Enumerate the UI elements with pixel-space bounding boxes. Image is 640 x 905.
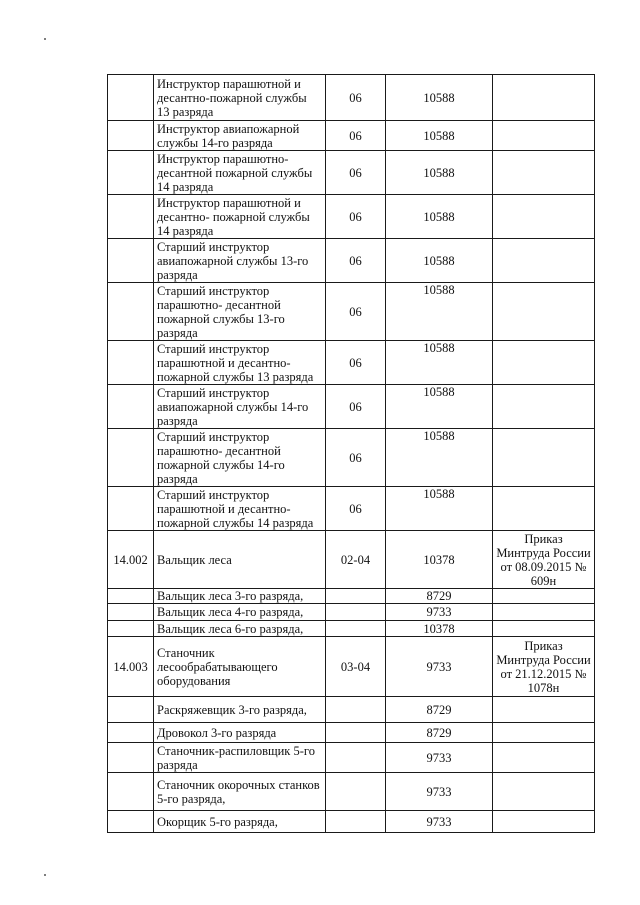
code-cell: [108, 341, 154, 385]
table-row: [108, 589, 595, 604]
qualification-level-cell: 03-04: [326, 637, 386, 697]
occupation-name-cell: Старший инструктор парашютно- десантной пожарной службы 14-го разряда: [154, 429, 326, 487]
code-cell: [108, 604, 154, 621]
salary-cell: 10588: [386, 385, 493, 429]
basis-cell: [493, 151, 595, 195]
basis-cell: [493, 429, 595, 487]
salary-cell: 9733: [386, 773, 493, 811]
basis-cell: [493, 75, 595, 121]
salary-cell: 10588: [386, 75, 493, 121]
table-row: [108, 195, 595, 239]
occupation-name-cell: Раскряжевщик 3-го разряда,: [154, 697, 326, 723]
occupation-name-cell: Старший инструктор парашютной и десантно-пожарной службы 13 разряда: [154, 341, 326, 385]
table-row: [108, 341, 595, 385]
code-cell: [108, 121, 154, 151]
occupation-name-cell: Дровокол 3-го разряда: [154, 723, 326, 743]
table-row: [108, 531, 595, 589]
occupation-name-cell: Старший инструктор авиапожарной службы 13-го разряда: [154, 239, 326, 283]
code-cell: [108, 385, 154, 429]
salary-cell: 10588: [386, 487, 493, 531]
code-cell: [108, 773, 154, 811]
qualification-level-cell: 06: [326, 487, 386, 531]
qualification-level-cell: 06: [326, 341, 386, 385]
code-cell: 14.003: [108, 637, 154, 697]
salary-cell: 9733: [386, 743, 493, 773]
basis-cell: [493, 195, 595, 239]
qualification-level-cell: [326, 621, 386, 637]
table-row: [108, 621, 595, 637]
occupation-name-cell: Старший инструктор парашютной и десантно-пожарной службы 14 разряда: [154, 487, 326, 531]
scan-speck: [44, 874, 46, 876]
basis-cell: [493, 697, 595, 723]
scan-speck: [44, 38, 46, 40]
code-cell: [108, 743, 154, 773]
basis-cell: [493, 385, 595, 429]
table-row: [108, 239, 595, 283]
qualification-level-cell: 06: [326, 385, 386, 429]
qualification-level-cell: [326, 723, 386, 743]
occupation-name-cell: Вальщик леса: [154, 531, 326, 589]
code-cell: [108, 195, 154, 239]
basis-cell: [493, 121, 595, 151]
salary-cell: 9733: [386, 604, 493, 621]
salary-cell: 10378: [386, 531, 493, 589]
occupation-name-cell: Инструктор парашютной и десантно- пожарной службы 14 разряда: [154, 195, 326, 239]
basis-cell: [493, 589, 595, 604]
code-cell: [108, 487, 154, 531]
basis-cell: [493, 811, 595, 833]
basis-cell: [493, 487, 595, 531]
qualification-level-cell: [326, 773, 386, 811]
qualification-level-cell: [326, 589, 386, 604]
table-row: [108, 151, 595, 195]
basis-cell: [493, 743, 595, 773]
occupation-salary-table: [107, 74, 595, 833]
occupation-name-cell: Инструктор парашютной и десантно-пожарной службы 13 разряда: [154, 75, 326, 121]
table-row: [108, 487, 595, 531]
salary-cell: 8729: [386, 589, 493, 604]
salary-cell: 10588: [386, 195, 493, 239]
code-cell: [108, 589, 154, 604]
table-row: [108, 385, 595, 429]
code-cell: [108, 429, 154, 487]
code-cell: 14.002: [108, 531, 154, 589]
qualification-level-cell: [326, 604, 386, 621]
code-cell: [108, 75, 154, 121]
code-cell: [108, 151, 154, 195]
occupation-name-cell: Окорщик 5-го разряда,: [154, 811, 326, 833]
salary-cell: 10588: [386, 151, 493, 195]
table-row: [108, 743, 595, 773]
code-cell: [108, 283, 154, 341]
qualification-level-cell: [326, 697, 386, 723]
basis-cell: [493, 773, 595, 811]
code-cell: [108, 723, 154, 743]
salary-cell: 9733: [386, 811, 493, 833]
table-row: [108, 811, 595, 833]
salary-cell: 10378: [386, 621, 493, 637]
qualification-level-cell: 02-04: [326, 531, 386, 589]
table-row: [108, 697, 595, 723]
qualification-level-cell: [326, 811, 386, 833]
table-row: [108, 604, 595, 621]
code-cell: [108, 239, 154, 283]
table-row: [108, 723, 595, 743]
code-cell: [108, 621, 154, 637]
table-row: [108, 121, 595, 151]
qualification-level-cell: 06: [326, 151, 386, 195]
basis-cell: [493, 239, 595, 283]
qualification-level-cell: 06: [326, 429, 386, 487]
table-row: [108, 283, 595, 341]
table-row: [108, 429, 595, 487]
occupation-name-cell: Станочник-распиловщик 5-го разряда: [154, 743, 326, 773]
basis-cell: Приказ Минтруда России от 21.12.2015 № 1078н: [493, 637, 595, 697]
qualification-level-cell: 06: [326, 239, 386, 283]
qualification-level-cell: 06: [326, 283, 386, 341]
basis-cell: [493, 723, 595, 743]
salary-cell: 8729: [386, 723, 493, 743]
code-cell: [108, 697, 154, 723]
qualification-level-cell: 06: [326, 75, 386, 121]
occupation-name-cell: Станочник окорочных станков 5-го разряда,: [154, 773, 326, 811]
salary-cell: 10588: [386, 341, 493, 385]
basis-cell: [493, 621, 595, 637]
salary-cell: 8729: [386, 697, 493, 723]
code-cell: [108, 811, 154, 833]
occupation-name-cell: Станочник лесообрабатывающего оборудования: [154, 637, 326, 697]
salary-cell: 9733: [386, 637, 493, 697]
basis-cell: [493, 341, 595, 385]
basis-cell: [493, 604, 595, 621]
occupation-name-cell: Инструктор парашютно-десантной пожарной службы 14 разряда: [154, 151, 326, 195]
salary-cell: 10588: [386, 429, 493, 487]
qualification-level-cell: 06: [326, 195, 386, 239]
table-row: [108, 637, 595, 697]
occupation-name-cell: Вальщик леса 3-го разряда,: [154, 589, 326, 604]
table-row: [108, 773, 595, 811]
salary-cell: 10588: [386, 121, 493, 151]
salary-cell: 10588: [386, 239, 493, 283]
salary-cell: 10588: [386, 283, 493, 341]
occupation-name-cell: Инструктор авиапожарной службы 14-го разряда: [154, 121, 326, 151]
occupation-name-cell: Вальщик леса 6-го разряда,: [154, 621, 326, 637]
table-row: [108, 75, 595, 121]
occupation-name-cell: Вальщик леса 4-го разряда,: [154, 604, 326, 621]
occupation-name-cell: Старший инструктор авиапожарной службы 14-го разряда: [154, 385, 326, 429]
basis-cell: Приказ Минтруда России от 08.09.2015 № 609н: [493, 531, 595, 589]
qualification-level-cell: [326, 743, 386, 773]
occupation-name-cell: Старший инструктор парашютно- десантной пожарной службы 13-го разряда: [154, 283, 326, 341]
basis-cell: [493, 283, 595, 341]
qualification-level-cell: 06: [326, 121, 386, 151]
